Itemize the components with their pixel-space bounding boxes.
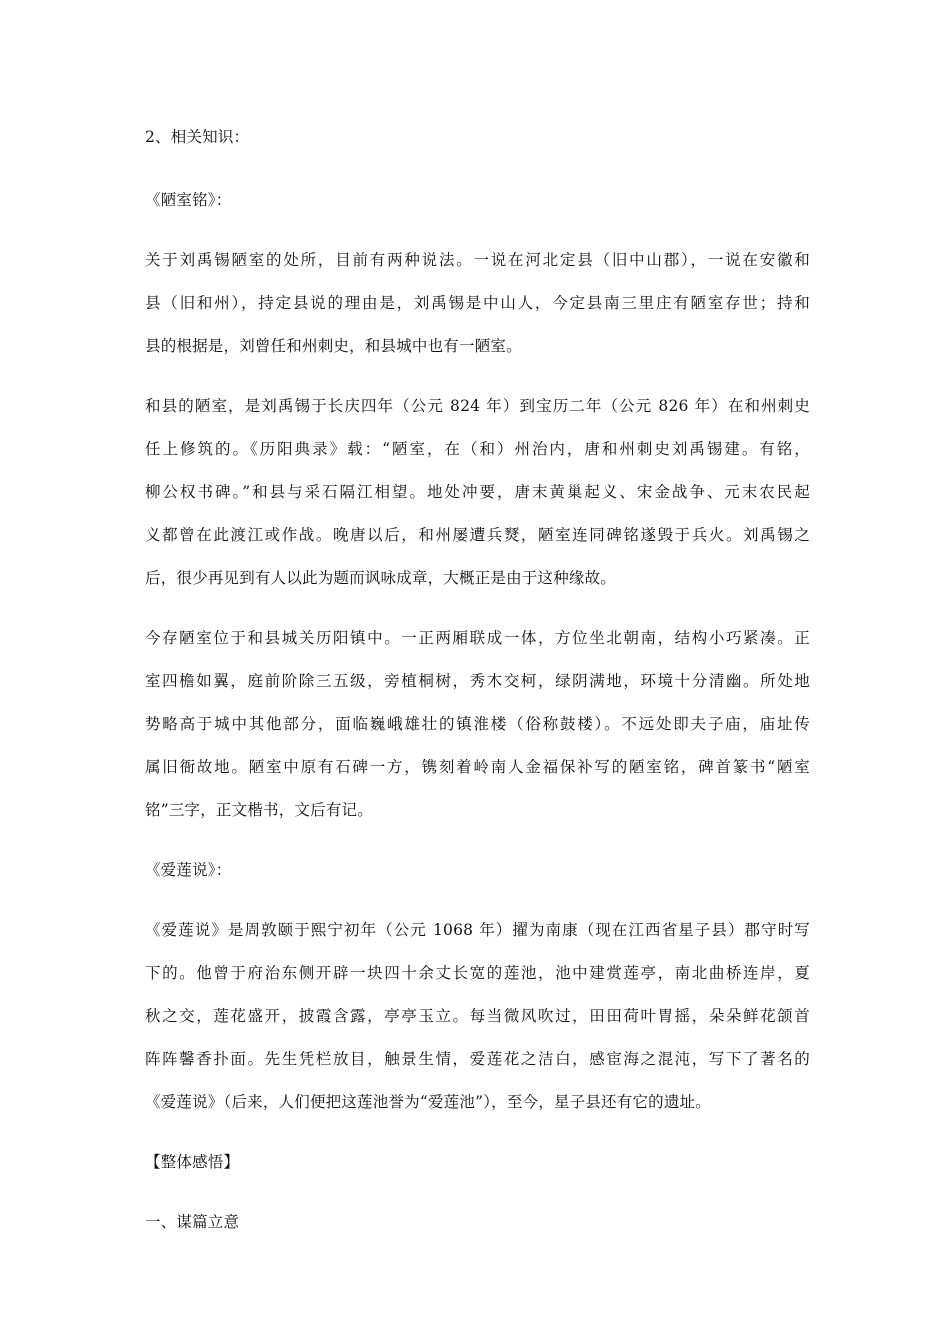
paragraph-line: 秋之交，莲花盛开，披霞含露，亭亭玉立。每当微风吹过，田田荷叶胃摇，朵朵鲜花颌首 [145, 1007, 810, 1025]
paragraph-line: 关于刘禹锡陋室的处所，目前有两种说法。一说在河北定县（旧中山郡），一说在安徽和 [145, 251, 810, 269]
paragraph-line: 任上修筑的。《历阳典录》载：“陋室，在（和）州治内，唐和州刺史刘禹锡建。有铭， [145, 440, 810, 458]
paragraph-line: 室四檐如翼，庭前阶除三五级，旁植桐树，秀木交柯，绿阴满地，环境十分清幽。所处地 [145, 672, 810, 690]
subsection-heading-structure: 一、谋篇立意 [145, 1213, 240, 1231]
paragraph-line: 县的根据是，刘曾任和州刺史，和县城中也有一陋室。 [145, 337, 522, 355]
paragraph-line: 和县的陋室，是刘禹锡于长庆四年（公元 824 年）到宝历二年（公元 826 年）在和州刺史 [145, 397, 810, 415]
paragraph-line: 今存陋室位于和县城关历阳镇中。一正两厢联成一体，方位坐北朝南，结构小巧紧凑。正 [145, 629, 810, 647]
paragraph-line: 义都曾在此渡江或作战。晚唐以后，和州屡遭兵燹，陋室连同碑铭遂毁于兵火。刘禹锡之 [145, 526, 810, 544]
paragraph-line: 阵阵馨香扑面。先生凭栏放目，触景生情，爱莲花之洁白，感宦海之混沌，写下了著名的 [145, 1050, 810, 1068]
paragraph-line: 后，很少再见到有人以此为题而讽咏成章，大概正是由于这种缘故。 [145, 569, 617, 587]
paragraph-line: 势略高于城中其他部分，面临巍峨雄壮的镇淮楼（俗称鼓楼）。不远处即夫子庙，庙址传 [145, 715, 810, 733]
paragraph-line: 柳公权书碑。”和县与采石隔江相望。地处冲要，唐末黄巢起义、宋金战争、元末农民起 [145, 483, 810, 501]
section-heading-overall-understanding: 【整体感悟】 [145, 1153, 240, 1171]
title-loushiming: 《陋室铭》： [145, 191, 232, 209]
section-heading-related-knowledge: 2、相关知识： [145, 128, 250, 146]
paragraph-line: 下的。他曾于府治东侧开辟一块四十余丈长宽的莲池，池中建赏莲亭，南北曲桥连岸，夏 [145, 964, 810, 982]
paragraph-line: 铭”三字，正文楷书，文后有记。 [145, 801, 373, 819]
paragraph-line: 《爱莲说》是周敦颐于熙宁初年（公元 1068 年）擢为南康（现在江西省星子县）郡守时写 [145, 921, 810, 939]
paragraph-line: 县（旧和州），持定县说的理由是，刘禹锡是中山人，今定县南三里庄有陋室存世；持和 [145, 294, 810, 312]
title-ailianshuo: 《爱莲说》： [145, 861, 232, 879]
paragraph-line: 《爱莲说》（后来，人们便把这莲池誉为“爱莲池”），至今，星子县还有它的遗址。 [145, 1093, 711, 1111]
paragraph-line: 属旧衙故地。陋室中原有石碑一方，镌刻着岭南人金福保补写的陋室铭，碑首篆书“陋室 [145, 758, 810, 776]
